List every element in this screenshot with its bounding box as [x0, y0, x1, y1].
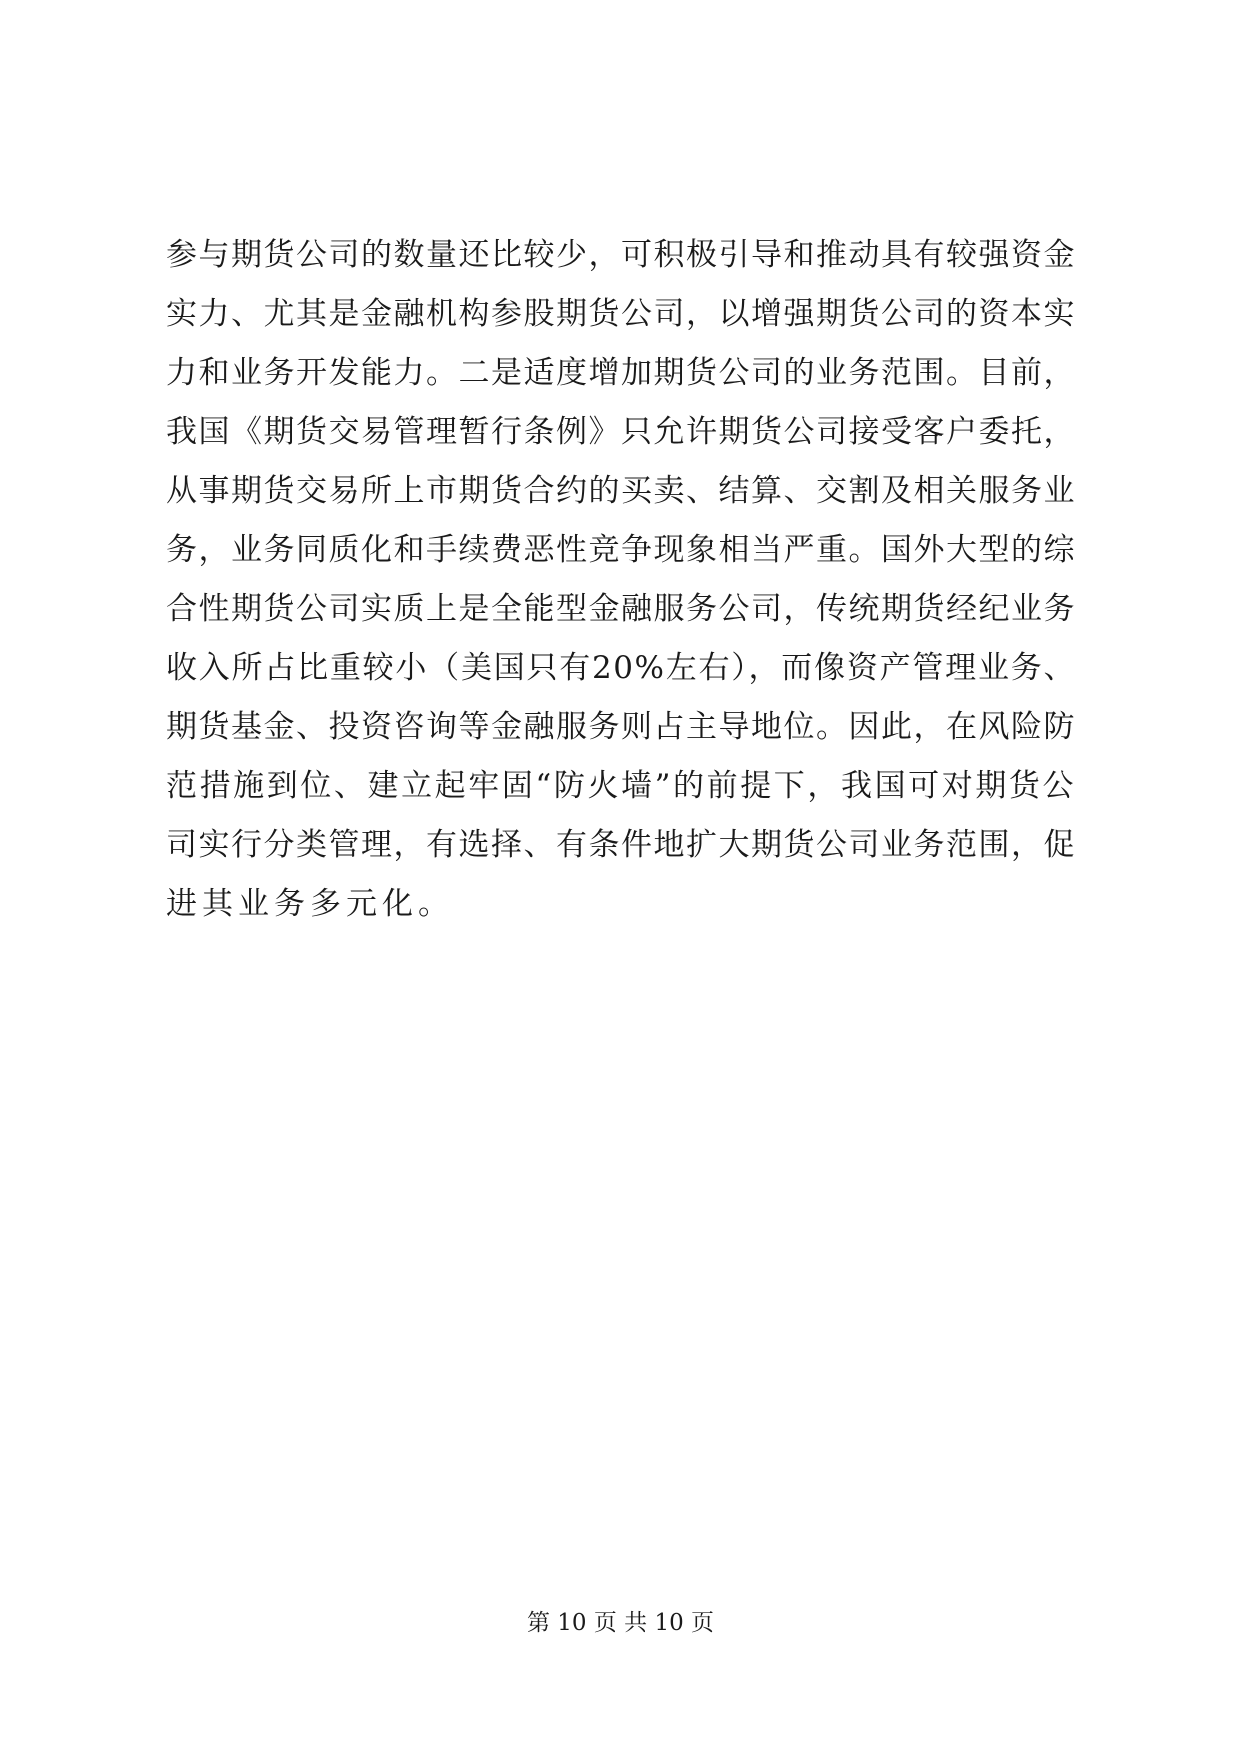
text-line: 司实行分类管理，有选择、有条件地扩大期货公司业务范围，促 [166, 827, 1076, 863]
text-line: 我国《期货交易管理暂行条例》只允许期货公司接受客户委托， [166, 414, 1076, 450]
text-line: 力和业务开发能力。二是适度增加期货公司的业务范围。目前， [166, 355, 1076, 391]
text-line: 参与期货公司的数量还比较少，可积极引导和推动具有较强资金 [166, 237, 1076, 273]
page-number-footer: 第 10 页 共 10 页 [526, 1610, 715, 1636]
text-line: 进其业务多元化。 [166, 886, 454, 922]
text-line: 实力、尤其是金融机构参股期货公司，以增强期货公司的资本实 [166, 296, 1076, 332]
text-line: 范措施到位、建立起牢固“防火墙”的前提下，我国可对期货公 [166, 768, 1076, 804]
text-line: 收入所占比重较小（美国只有20%左右），而像资产管理业务、 [166, 650, 1076, 686]
text-line: 合性期货公司实质上是全能型金融服务公司，传统期货经纪业务 [166, 591, 1076, 627]
body-paragraph [166, 226, 1076, 934]
text-line: 期货基金、投资咨询等金融服务则占主导地位。因此，在风险防 [166, 709, 1076, 745]
text-line: 务，业务同质化和手续费恶性竞争现象相当严重。国外大型的综 [166, 532, 1076, 568]
text-line: 从事期货交易所上市期货合约的买卖、结算、交割及相关服务业 [166, 473, 1076, 509]
